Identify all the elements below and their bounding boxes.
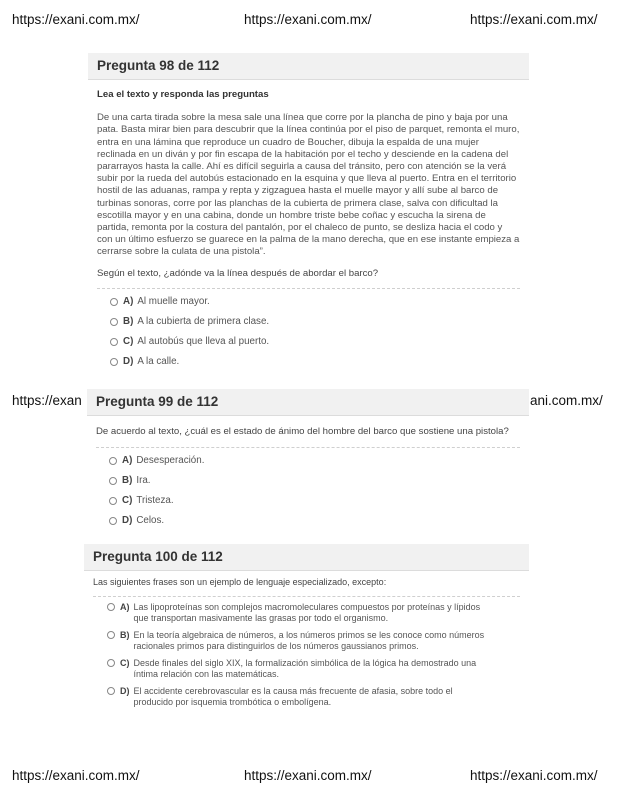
option-98-a[interactable] bbox=[110, 296, 520, 316]
question-98-body bbox=[88, 80, 529, 376]
option-99-b[interactable] bbox=[109, 475, 520, 495]
watermark-bottom-right: https://exani.com.mx/ bbox=[470, 768, 598, 783]
radio-icon[interactable] bbox=[109, 477, 117, 485]
radio-icon[interactable] bbox=[110, 358, 118, 366]
option-text: Las lipoproteínas son complejos macromoleculares compuestos por proteínas y lípidos que transportan masivamente las grasas por todo el organismo. bbox=[133, 602, 481, 623]
option-100-a[interactable] bbox=[107, 602, 485, 623]
question-100-title: Pregunta 100 de 112 bbox=[84, 544, 529, 571]
option-text: A la cubierta de primera clase. bbox=[137, 315, 270, 327]
watermark-bottom-left: https://exani.com.mx/ bbox=[12, 768, 140, 783]
option-98-b[interactable] bbox=[110, 316, 520, 336]
question-99-options bbox=[96, 448, 520, 535]
option-100-c[interactable] bbox=[107, 658, 485, 679]
radio-icon[interactable] bbox=[109, 457, 117, 465]
question-98-instruction: Lea el texto y responda las preguntas bbox=[97, 89, 269, 100]
option-text: Al muelle mayor. bbox=[137, 295, 210, 307]
question-98-prompt: Según el texto, ¿adónde va la línea después de abordar el barco? bbox=[97, 267, 379, 279]
reading-passage: De una carta tirada sobre la mesa sale una línea que corre por la plancha de pino y baja por una pata. Basta mirar bien para descubrir que la línea continúa por el piso de parquet, remonta el muro, entra en una lámina que reproduce un cuadro de Boucher, dibuja la espalda de una mujer reclinada en un diván y por fin escapa de la habitación por el techo y desciende en la cadena del pararrayos hasta la calle. Ahí es difícil seguirla a causa del tránsito, pero con atención se la verá subir por la rueda del autobús estacionado en la esquina y que lleva al puerto. Entra en el territorio hostil de las aduanas, rampa y repta y zigzaguea hasta el muelle mayor y allí sube al barco de turbinas sonoras, corre por las planchas de la cubierta de primera clase, salva con dificultad la escotilla mayor y en una cabina, donde un hombre triste bebe coñac y escucha la sirena de partida, remonta por la costura del pantalón, por el chaleco de punto, se desliza hacia el codo y con un último esfuerzo se guarece en la palma de la mano derecha, que en ese instante empieza a cerrarse sobre la culata de una pistola”. bbox=[97, 112, 520, 258]
option-text: En la teoría algebraica de números, a los números primos se les conoce como números racionales primos para distinguirlos de los números gaussianos primos. bbox=[133, 630, 485, 651]
question-99-card bbox=[87, 389, 529, 537]
option-letter: A) bbox=[122, 455, 133, 467]
radio-icon[interactable] bbox=[109, 517, 117, 525]
question-99-body bbox=[87, 416, 529, 535]
watermark-middle-right: ani.com.mx/ bbox=[530, 393, 603, 408]
radio-icon[interactable] bbox=[107, 631, 115, 639]
watermark-top-center: https://exani.com.mx/ bbox=[244, 12, 372, 27]
option-98-c[interactable] bbox=[110, 336, 520, 356]
radio-icon[interactable] bbox=[107, 603, 115, 611]
option-100-b[interactable] bbox=[107, 630, 485, 651]
option-letter: D) bbox=[123, 355, 134, 367]
question-98-options bbox=[97, 289, 520, 376]
option-letter: C) bbox=[122, 495, 133, 507]
option-letter: A) bbox=[120, 602, 130, 612]
question-100-body bbox=[84, 571, 529, 707]
option-99-d[interactable] bbox=[109, 515, 520, 535]
radio-icon[interactable] bbox=[109, 497, 117, 505]
option-text: Tristeza. bbox=[136, 495, 174, 507]
question-98-title: Pregunta 98 de 112 bbox=[88, 53, 529, 80]
option-text: Celos. bbox=[136, 515, 165, 527]
radio-icon[interactable] bbox=[107, 659, 115, 667]
radio-icon[interactable] bbox=[110, 298, 118, 306]
watermark-top-left: https://exani.com.mx/ bbox=[12, 12, 140, 27]
radio-icon[interactable] bbox=[107, 687, 115, 695]
option-letter: C) bbox=[120, 658, 130, 668]
option-text: Al autobús que lleva al puerto. bbox=[137, 335, 270, 347]
option-98-d[interactable] bbox=[110, 356, 520, 376]
option-letter: B) bbox=[123, 315, 134, 327]
option-text: Desde finales del siglo XIX, la formalización simbólica de la lógica ha demostrado una íntima relación con las matemáticas. bbox=[133, 658, 477, 679]
option-text: El accidente cerebrovascular es la causa más frecuente de afasia, sobre todo el producido por isquemia trombótica o embolígena. bbox=[133, 686, 453, 707]
watermark-top-right: https://exani.com.mx/ bbox=[470, 12, 598, 27]
option-text: Desesperación. bbox=[136, 455, 205, 467]
question-100-options bbox=[93, 597, 485, 707]
option-letter: B) bbox=[122, 475, 133, 487]
option-letter: D) bbox=[120, 686, 130, 696]
watermark-middle-left: https://exan bbox=[12, 393, 82, 408]
question-98-card bbox=[88, 53, 529, 383]
option-letter: D) bbox=[122, 515, 133, 527]
question-100-prompt: Las siguientes frases son un ejemplo de lenguaje especializado, excepto: bbox=[93, 577, 387, 587]
question-99-prompt: De acuerdo al texto, ¿cuál es el estado de ánimo del hombre del barco que sostiene una pistola? bbox=[96, 426, 509, 437]
option-99-a[interactable] bbox=[109, 455, 520, 475]
option-text: A la calle. bbox=[137, 355, 180, 367]
radio-icon[interactable] bbox=[110, 318, 118, 326]
watermark-bottom-center: https://exani.com.mx/ bbox=[244, 768, 372, 783]
option-100-d[interactable] bbox=[107, 686, 485, 707]
option-text: Ira. bbox=[136, 475, 151, 487]
option-letter: B) bbox=[120, 630, 130, 640]
question-99-title: Pregunta 99 de 112 bbox=[87, 389, 529, 416]
option-letter: A) bbox=[123, 295, 134, 307]
radio-icon[interactable] bbox=[110, 338, 118, 346]
question-100-card bbox=[84, 544, 529, 724]
option-99-c[interactable] bbox=[109, 495, 520, 515]
option-letter: C) bbox=[123, 335, 134, 347]
